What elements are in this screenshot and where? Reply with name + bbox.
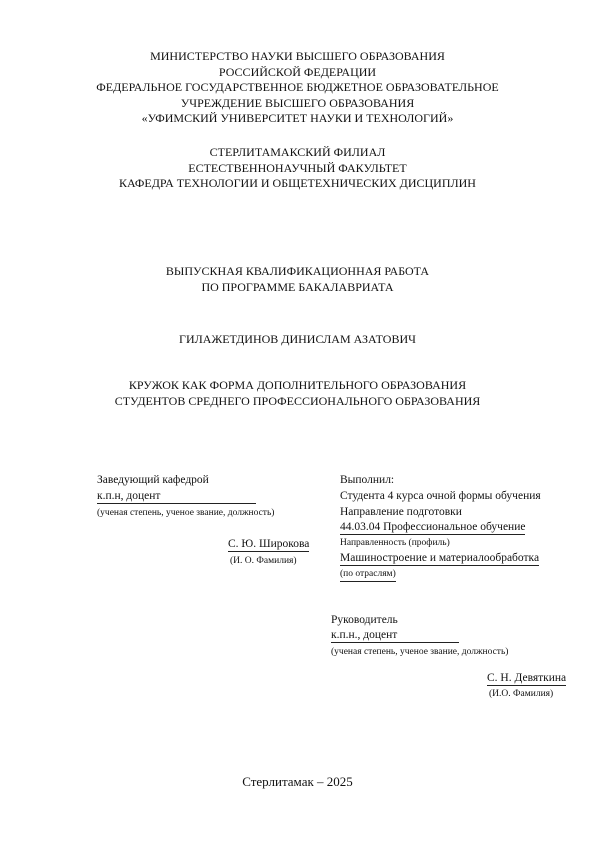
author-name [0, 332, 595, 348]
performer-profile-value: Машиностроение и материалообработка [340, 552, 540, 564]
ministry-header [0, 49, 595, 127]
head-of-dept-name [228, 538, 309, 552]
performer-profile-suffix-value: (по отраслям) [340, 568, 396, 582]
performer-profile-suffix [340, 568, 396, 582]
head-of-dept-degree-hint: (ученая степень, ученое звание, должность) [97, 508, 275, 518]
supervisor-degree-value: к.п.н., доцент [331, 629, 398, 641]
performer-profile [340, 552, 539, 566]
header-line: МИНИСТЕРСТВО НАУКИ ВЫСШЕГО ОБРАЗОВАНИЯ [150, 49, 445, 63]
head-of-dept-name-hint: (И. О. Фамилия) [230, 556, 297, 566]
performer-profile-label: Направленность (профиль) [340, 538, 450, 548]
performer-student: Студента 4 курса очной формы обучения [340, 490, 541, 502]
branch-line: КАФЕДРА ТЕХНОЛОГИИ И ОБЩЕТЕХНИЧЕСКИХ ДИСЦИПЛИН [119, 176, 476, 190]
supervisor-degree-hint: (ученая степень, ученое звание, должность) [331, 647, 509, 657]
head-of-dept-degree-value: к.п.н, доцент [97, 490, 161, 502]
header-line: «УФИМСКИЙ УНИВЕРСИТЕТ НАУКИ И ТЕХНОЛОГИЙ» [141, 111, 454, 125]
branch-line: ЕСТЕСТВЕННОНАУЧНЫЙ ФАКУЛЬТЕТ [188, 160, 407, 175]
underline [397, 630, 459, 643]
thesis-title-line: КРУЖОК КАК ФОРМА ДОПОЛНИТЕЛЬНОГО ОБРАЗОВАНИЯ [128, 378, 467, 392]
thesis-title-line: СТУДЕНТОВ СРЕДНЕГО ПРОФЕССИОНАЛЬНОГО ОБРАЗОВАНИЯ [114, 393, 481, 408]
performer-direction-label: Направление подготовки [340, 506, 462, 518]
supervisor-label: Руководитель [331, 614, 398, 626]
head-of-dept-label: Заведующий кафедрой [97, 474, 209, 486]
head-of-dept-name-value: С. Ю. Широкова [228, 538, 310, 550]
performer-direction-value: 44.03.04 Профессиональное обучение [340, 521, 526, 533]
thesis-title [0, 378, 595, 409]
head-of-dept-degree [97, 490, 256, 504]
header-line: ФЕДЕРАЛЬНОЕ ГОСУДАРСТВЕННОЕ БЮДЖЕТНОЕ ОБРАЗОВАТЕЛЬНОЕ [96, 80, 499, 94]
branch-line: СТЕРЛИТАМАКСКИЙ ФИЛИАЛ [209, 145, 386, 159]
performer-label: Выполнил: [340, 474, 395, 486]
work-type-line: ВЫПУСКНАЯ КВАЛИФИКАЦИОННАЯ РАБОТА [165, 264, 430, 278]
underline [160, 491, 256, 504]
header-line: УЧРЕЖДЕНИЕ ВЫСШЕГО ОБРАЗОВАНИЯ [180, 95, 415, 110]
branch-header [0, 145, 595, 192]
performer-direction [340, 521, 525, 535]
city-year: Стерлитамак – 2025 [242, 774, 353, 789]
supervisor-name [487, 672, 566, 686]
supervisor-name-hint: (И.О. Фамилия) [489, 689, 554, 699]
header-line: РОССИЙСКОЙ ФЕДЕРАЦИИ [218, 64, 377, 79]
work-type [0, 264, 595, 295]
author-line: ГИЛАЖЕТДИНОВ ДИНИСЛАМ АЗАТОВИЧ [179, 332, 416, 346]
supervisor-degree [331, 629, 459, 643]
work-type-line: ПО ПРОГРАММЕ БАКАЛАВРИАТА [201, 279, 394, 294]
supervisor-name-value: С. Н. Девяткина [487, 672, 567, 684]
